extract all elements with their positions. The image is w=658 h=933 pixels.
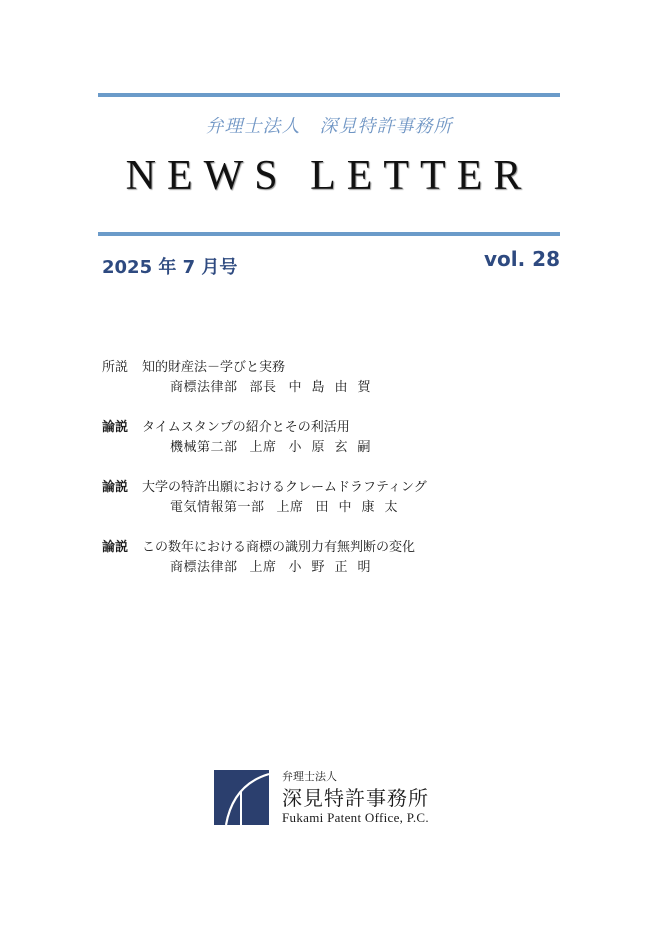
toc-category: 論説 (102, 480, 129, 495)
logo-firm-name-english: Fukami Patent Office, P.C. (282, 810, 429, 825)
toc-title: タイムスタンプの紹介とその利活用 (142, 420, 350, 435)
toc-department: 電気情報第一部 (170, 500, 265, 515)
logo-firm-type: 弁理士法人 (282, 770, 337, 783)
toc-author: 田中康太 (315, 500, 408, 515)
newsletter-title: NEWS LETTER (125, 153, 533, 199)
firm-header: 弁理士法人 深見特許事務所 (205, 116, 453, 137)
toc-entry (102, 538, 562, 598)
toc-title: この数年における商標の識別力有無判断の変化 (142, 540, 416, 555)
top-rule (98, 93, 560, 97)
toc-department: 商標法律部 (170, 380, 238, 395)
toc-author: 小野正明 (288, 560, 381, 575)
firm-logo (214, 768, 454, 828)
toc-title: 大学の特許出願におけるクレームドラフティング (142, 480, 427, 495)
toc-position: 上席 (276, 500, 304, 515)
toc-department: 商標法律部 (170, 560, 238, 575)
toc-category: 論説 (102, 540, 129, 555)
logo-firm-name: 深見特許事務所 (282, 786, 429, 810)
toc-category: 所説 (102, 360, 129, 375)
table-of-contents (102, 358, 562, 598)
toc-category: 論説 (102, 420, 129, 435)
toc-position: 部長 (249, 380, 277, 395)
toc-author: 小原玄嗣 (288, 440, 381, 455)
volume-number: vol. 28 (483, 247, 560, 271)
toc-entry (102, 478, 562, 538)
toc-entry (102, 418, 562, 478)
issue-date: 2025 年 7 月号 (102, 257, 238, 278)
toc-position: 上席 (249, 440, 277, 455)
toc-department: 機械第二部 (170, 440, 238, 455)
toc-position: 上席 (249, 560, 277, 575)
bottom-rule (98, 232, 560, 236)
toc-title: 知的財産法－学びと実務 (142, 360, 286, 375)
toc-entry (102, 358, 562, 418)
firm-logo-mark-icon (214, 770, 269, 825)
toc-author: 中島由賀 (288, 380, 381, 395)
